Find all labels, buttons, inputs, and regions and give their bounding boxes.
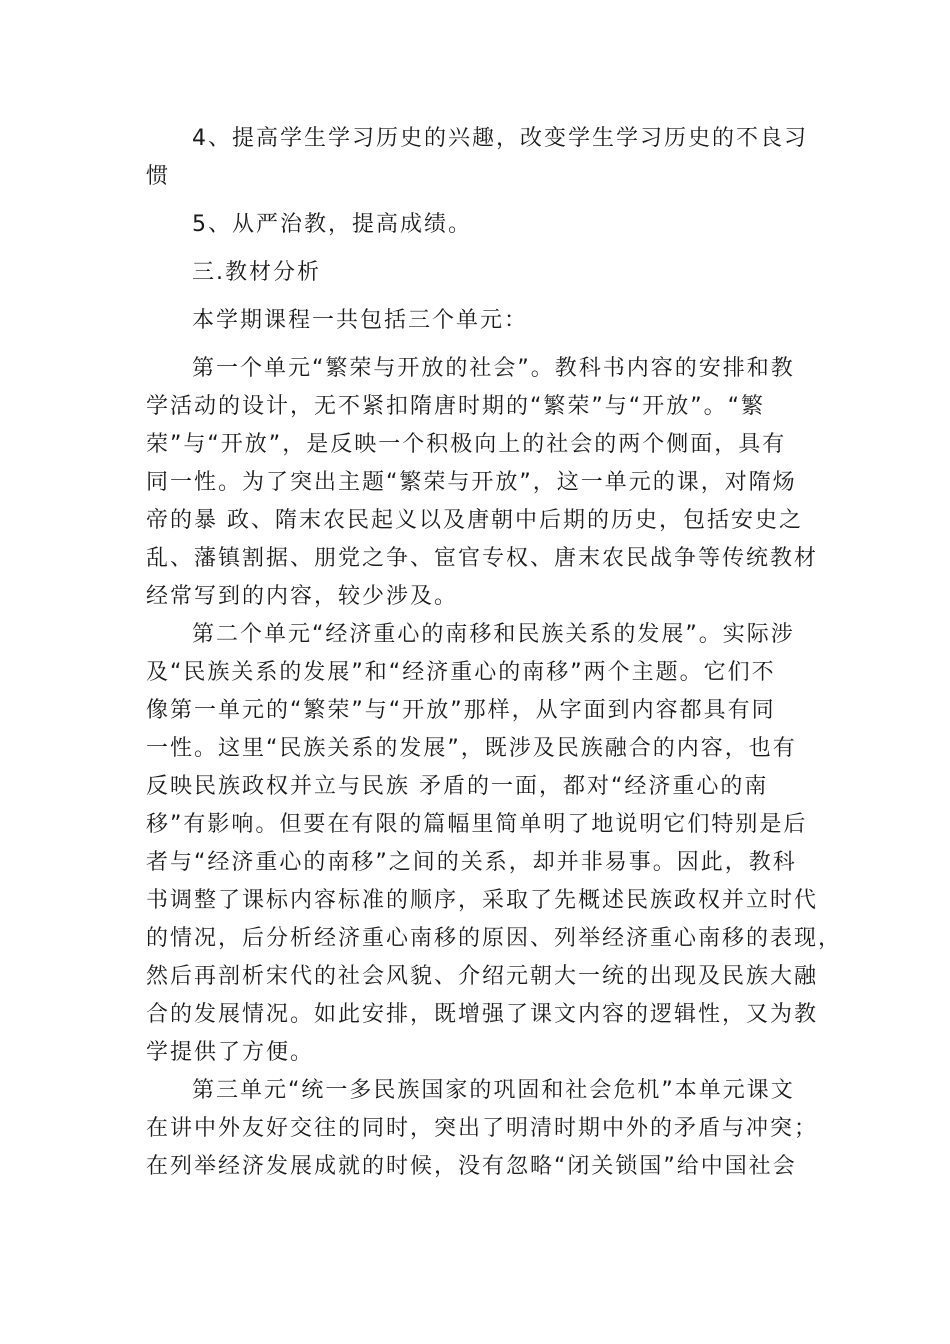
text-line: 荣”与“开放”，是反映一个积极向上的社会的两个侧面，具有 (146, 432, 787, 457)
text-line: 及“民族关系的发展”和“经济重心的南移”两个主题。它们不 (146, 660, 776, 685)
text-line: 惯 (146, 164, 171, 189)
text-line: 一性。这里“民族关系的发展”，既涉及民族融合的内容，也有 (146, 736, 797, 761)
text-line: 第三单元“统一多民族国家的巩固和社会危机”本单元课文 (192, 1078, 795, 1103)
text-line: 经常写到的内容，较少涉及。 (146, 584, 459, 609)
text-line: 第二个单元“经济重心的南移和民族关系的发展”。实际涉 (192, 622, 795, 647)
text-line: 同一性。为了突出主题“繁荣与开放”，这一单元的课，对隋炀 (146, 470, 797, 495)
text-line: 5、从严治教，提高成绩。 (192, 212, 472, 237)
text-line: 像第一单元的“繁荣”与“开放”那样，从字面到内容都具有同 (146, 698, 776, 723)
text-line: 反映民族政权并立与民族 矛盾的一面，都对“经济重心的南 (146, 774, 769, 799)
text-line: 第一个单元“繁荣与开放的社会”。教科书内容的安排和教 (192, 356, 795, 381)
text-line: 然后再剖析宋代的社会风貌、介绍元朝大一统的出现及民族大融 (146, 964, 819, 989)
text-line: 移”有影响。但要在有限的篇幅里简单明了地说明它们特别是后 (146, 812, 808, 837)
text-line: 者与“经济重心的南移”之间的关系，却并非易事。因此，教科 (146, 850, 797, 875)
text-line: 学提供了方便。 (146, 1040, 315, 1065)
text-line: 的情况，后分析经济重心南移的原因、列举经济重心南移的表现， (146, 926, 843, 951)
text-line: 合的发展情况。如此安排，既增强了课文内容的逻辑性，又为教 (146, 1002, 819, 1027)
text-line: 书调整了课标内容标准的顺序，采取了先概述民族政权并立时代 (146, 888, 819, 913)
text-line: 4、提高学生学习历史的兴趣，改变学生学习历史的不良习 (192, 126, 808, 151)
section-heading: 三.教材分析 (192, 260, 321, 285)
text-line: 在讲中外友好交往的同时，突出了明清时期中外的矛盾与冲突； (146, 1116, 819, 1141)
text-line: 本学期课程一共包括三个单元： (192, 308, 529, 333)
text-line: 在列举经济发展成就的时候，没有忽略“闭关锁国”给中国社会 (146, 1154, 797, 1179)
text-line: 学活动的设计，无不紧扣隋唐时期的“繁荣”与“开放”。“繁 (146, 394, 765, 419)
text-line: 帝的暴 政、隋末农民起义以及唐朝中后期的历史，包括安史之 (146, 508, 803, 533)
document-body (146, 120, 843, 1186)
text-line: 乱、藩镇割据、朋党之争、宦官专权、唐末农民战争等传统教材 (146, 546, 819, 571)
